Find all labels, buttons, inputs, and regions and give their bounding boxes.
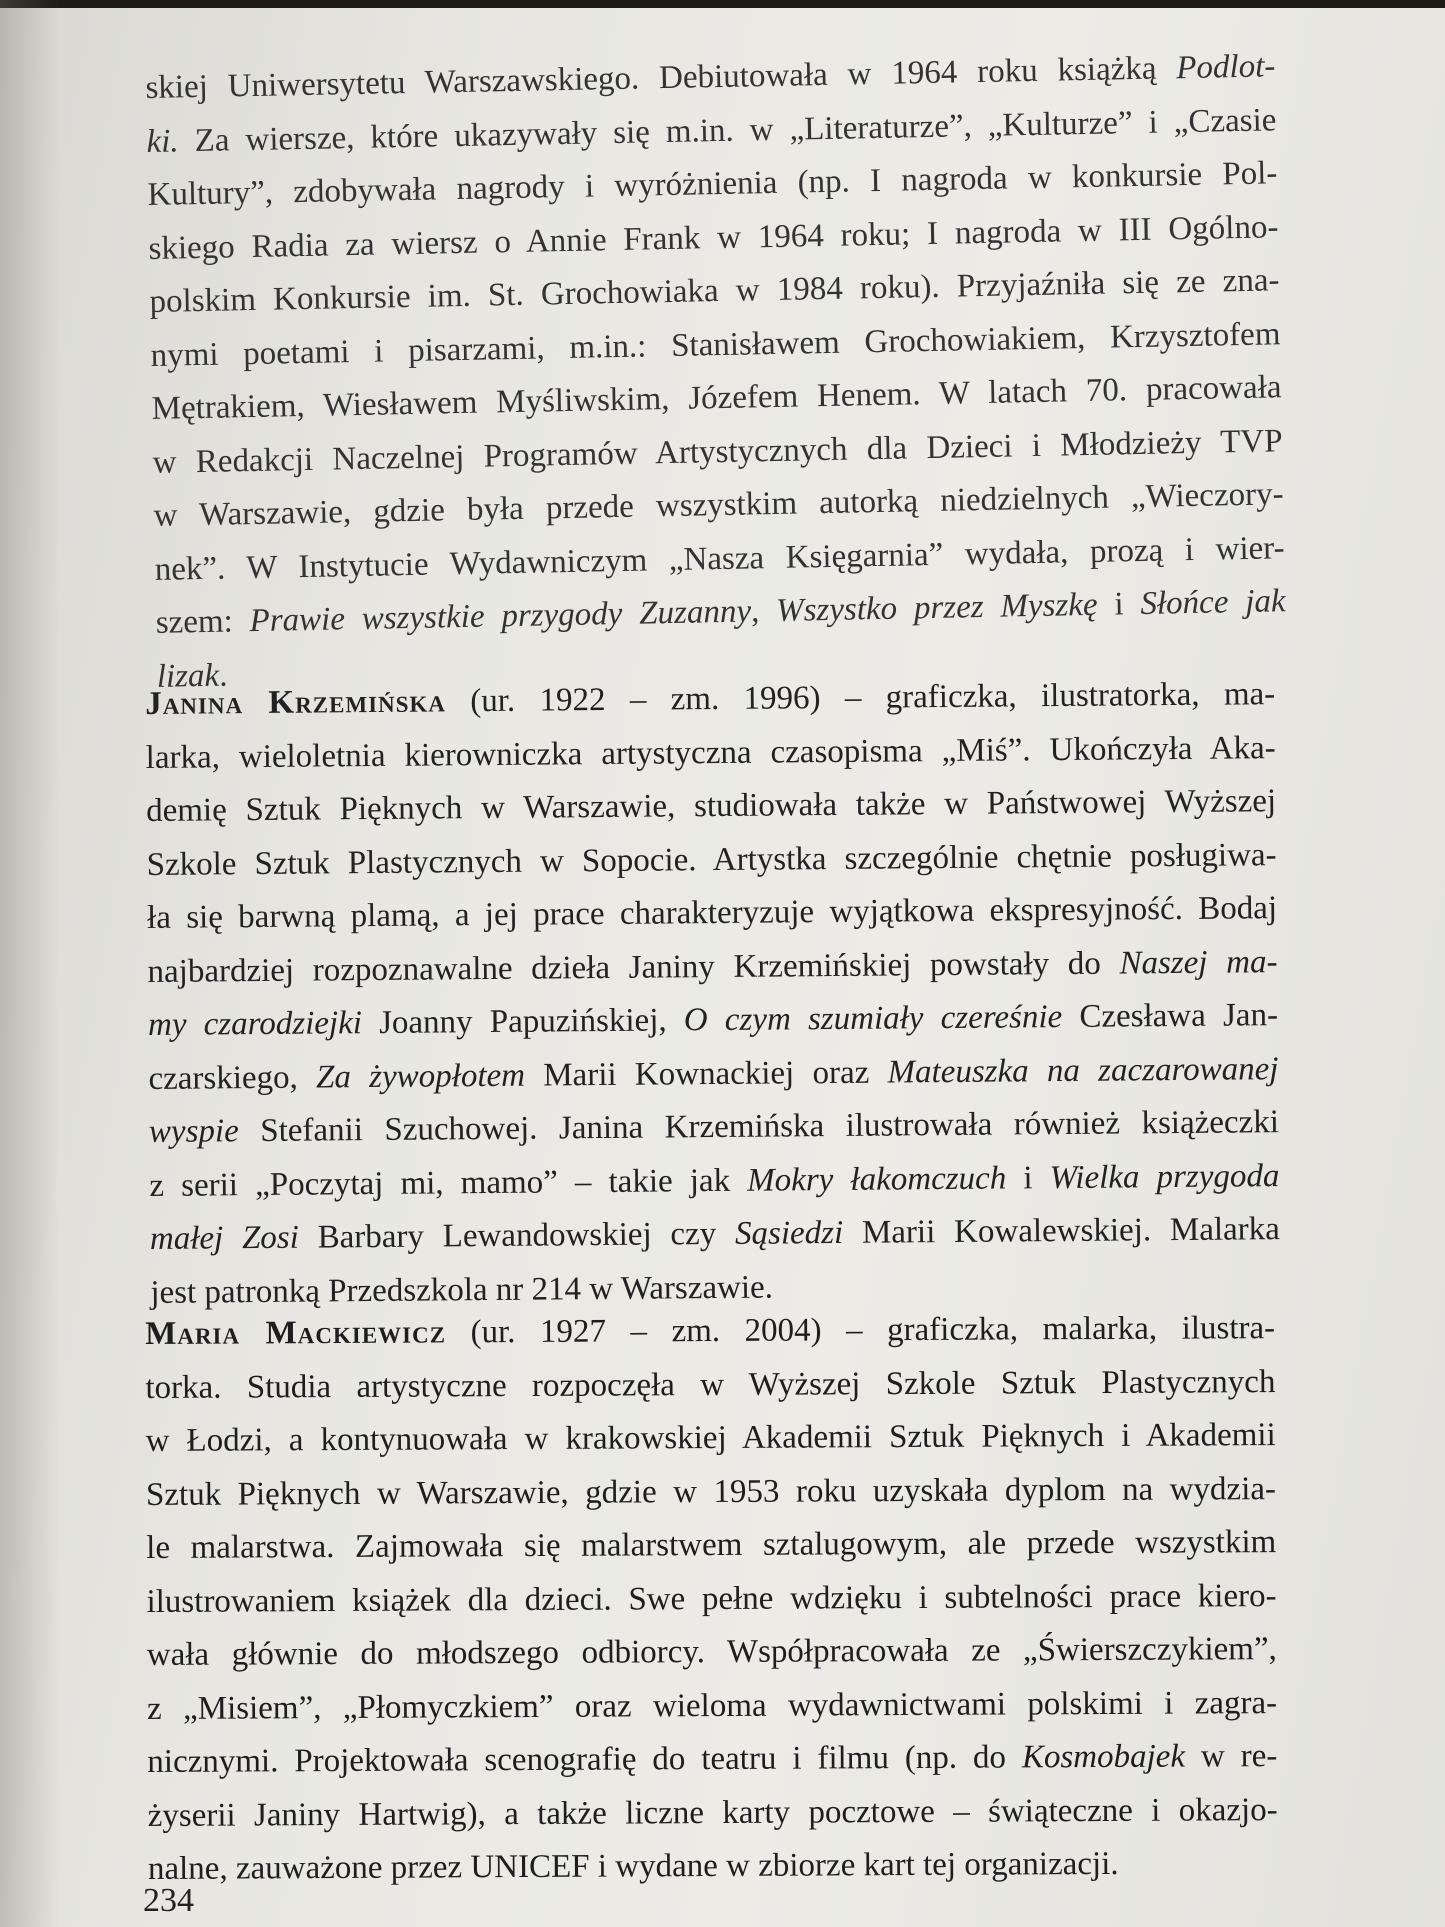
- text-segment: Marii Kownackiej oraz: [524, 1054, 888, 1094]
- italic-title: Słońce jak: [1140, 583, 1286, 622]
- text-line: [147, 882, 1277, 945]
- text-line: [149, 1150, 1279, 1213]
- text-line: [146, 1570, 1276, 1629]
- text-line: [147, 1730, 1277, 1789]
- text-segment: skiego Radia za wiersz o Annie Frank w 1964 roku; I nagroda w III Ogólno-: [148, 208, 1279, 267]
- person-name: Janina Krzemińska: [145, 683, 447, 722]
- text-segment: w Łodzi, a kontynuowała w krakowskiej Akademii Sztuk Pięknych i Akademii: [145, 1417, 1276, 1459]
- text-segment: i: [1097, 585, 1141, 623]
- text-segment: w Warszawie, gdzie była przede wszystkim autorką niedzielnych „Wieczory-: [153, 476, 1284, 534]
- italic-title: ki.: [146, 122, 179, 160]
- text-segment: szem:: [155, 603, 250, 641]
- italic-title: O czym szumiały czereśnie: [683, 999, 1063, 1039]
- text-segment: Za wiersze, które ukazywały się m.in. w „Literaturze”, „Kulturze” i „Czasie: [178, 101, 1277, 159]
- text-line: [145, 668, 1275, 731]
- text-segment: żyserii Janiny Hartwig), a także liczne karty pocztowe – świąteczne i okazjo-: [147, 1791, 1278, 1834]
- text-line: [148, 1837, 1278, 1896]
- text-segment: nymi poetami i pisarzami, m.in.: Stanisławem Grochowiakiem, Krzysztofem: [150, 315, 1281, 374]
- italic-title: Wszystko przez Myszkę: [775, 586, 1098, 629]
- text-line: [149, 1096, 1279, 1159]
- text-segment: .: [218, 657, 228, 694]
- text-segment: najbardziej rozpoznawalne dzieła Janiny Krzemińskiej powstały do: [147, 945, 1120, 990]
- text-line: [147, 1623, 1277, 1682]
- italic-title: Za żywopłotem: [315, 1057, 526, 1096]
- text-segment: Czesława Jan-: [1062, 997, 1279, 1036]
- italic-title: małej Zosi: [149, 1219, 300, 1257]
- italic-title: Kosmobajek: [1021, 1738, 1186, 1776]
- text-segment: Sztuk Pięknych w Warszawie, gdzie w 1953 roku uzyskała dyplom na wydzia-: [145, 1470, 1277, 1513]
- text-line: [145, 1356, 1275, 1415]
- paragraph-janina-krzeminska: [145, 668, 1281, 1320]
- italic-title: Naszej ma-: [1119, 943, 1278, 982]
- page-top-edge: [0, 0, 1445, 8]
- text-line: [150, 1203, 1280, 1266]
- italic-title: Podlot-: [1175, 48, 1276, 87]
- text-segment: Szkole Sztuk Plastycznych w Sopocie. Artystka szczególnie chętnie posługiwa-: [146, 836, 1277, 883]
- text-segment: i: [1006, 1159, 1050, 1197]
- text-line: [147, 936, 1277, 999]
- italic-title: Prawie wszystkie przygody Zuzanny: [249, 593, 752, 640]
- text-segment: nicznymi. Projektowała scenografię do teatru i filmu (np. do: [147, 1739, 1022, 1780]
- text-segment: Kultury”, zdobywała nagrody i wyróżnienia (np. I nagroda w konkursie Pol-: [147, 155, 1278, 213]
- text-segment: nek”. W Instytucie Wydawniczym „Nasza Księgarnia” wydała, prozą i wier-: [154, 529, 1285, 588]
- text-line: [148, 989, 1278, 1052]
- text-segment: demię Sztuk Pięknych w Warszawie, studiowała także w Państwowej Wyższej: [146, 783, 1277, 829]
- text-line: [148, 1784, 1278, 1843]
- text-segment: jest patronką Przedszkola nr 214 w Warszawie.: [150, 1269, 774, 1311]
- text-segment: le malarstwa. Zajmowała się malarstwem sztalugowym, ale przede wszystkim: [146, 1524, 1277, 1566]
- italic-title: Sąsiedzi: [734, 1214, 844, 1252]
- text-segment: wała głównie do młodszego odbiorcy. Współpracowała ze „Świerszczykiem”,: [146, 1631, 1277, 1673]
- text-segment: ,: [750, 592, 777, 630]
- text-segment: skiej Uniwersytetu Warszawskiego. Debiutowała w 1964 roku książką: [145, 50, 1177, 106]
- text-segment: torka. Studia artystyczne rozpoczęła w Wyższej Szkole Sztuk Plastycznych: [145, 1363, 1276, 1406]
- text-segment: ilustrowaniem książek dla dzieci. Swe pełne wdzięku i subtelności prace kiero-: [146, 1577, 1277, 1620]
- text-segment: w re-: [1184, 1738, 1278, 1775]
- paragraph-maria-mackiewicz: [145, 1302, 1278, 1896]
- page-gutter-shadow: [0, 0, 60, 1927]
- italic-title: wyspie: [148, 1113, 239, 1150]
- person-name: Maria Mackiewicz: [145, 1314, 447, 1352]
- text-line: [145, 1302, 1275, 1361]
- italic-title: Mokry łakomczuch: [747, 1160, 1007, 1199]
- italic-title: Mateuszka na zaczarowanej: [887, 1050, 1279, 1091]
- text-segment: nalne, zauważone przez UNICEF i wydane w zbiorze kart tej organizacji.: [147, 1845, 1119, 1887]
- paragraph-continued-biography: [145, 40, 1287, 704]
- text-line: [147, 1677, 1277, 1736]
- text-segment: polskim Konkursie im. St. Grochowiaka w 1984 roku). Przyjaźniła się ze zna-: [149, 262, 1280, 320]
- page-number: 234: [143, 1882, 194, 1919]
- italic-title: lizak: [156, 657, 220, 695]
- text-segment: z serii „Poczytaj mi, mamo” – takie jak: [149, 1162, 748, 1204]
- text-line: [146, 1516, 1276, 1575]
- text-line: [146, 829, 1276, 892]
- text-segment: w Redakcji Naczelnej Programów Artystycznych dla Dzieci i Młodzieży TVP: [152, 422, 1283, 481]
- text-line: [146, 1409, 1276, 1468]
- text-segment: larka, wieloletnia kierowniczka artystyczna czasopisma „Miś”. Ukończyła Aka-: [145, 729, 1276, 776]
- text-segment: Joanny Papuzińskiej,: [361, 1002, 684, 1042]
- text-segment: (ur. 1927 – zm. 2004) – graficzka, malarka, ilustra-: [445, 1310, 1276, 1351]
- text-segment: Mętrakiem, Wiesławem Myśliwskim, Józefem Henem. W latach 70. pracowała: [151, 369, 1282, 427]
- text-line: [146, 1463, 1276, 1522]
- text-segment: z „Misiem”, „Płomyczkiem” oraz wieloma wydawnictwami polskimi i zagra-: [147, 1684, 1278, 1727]
- text-segment: czarskiego,: [148, 1059, 317, 1097]
- text-segment: Marii Kowalewskiej. Malarka: [843, 1211, 1281, 1251]
- text-line: [146, 775, 1276, 838]
- text-line: [145, 722, 1275, 785]
- text-segment: ła się barwną plamą, a jej prace charakteryzuje wyjątkowa ekspresyjność. Bodaj: [146, 890, 1278, 936]
- italic-title: my czarodziejki: [147, 1005, 363, 1043]
- text-segment: Stefanii Szuchowej. Janina Krzemińska ilustrowała również książeczki: [238, 1104, 1280, 1150]
- text-segment: (ur. 1922 – zm. 1996) – graficzka, ilustratorka, ma-: [445, 676, 1276, 720]
- italic-title: Wielka przygoda: [1049, 1157, 1280, 1196]
- text-line: [148, 1043, 1278, 1106]
- text-segment: Barbary Lewandowskiej czy: [298, 1215, 736, 1256]
